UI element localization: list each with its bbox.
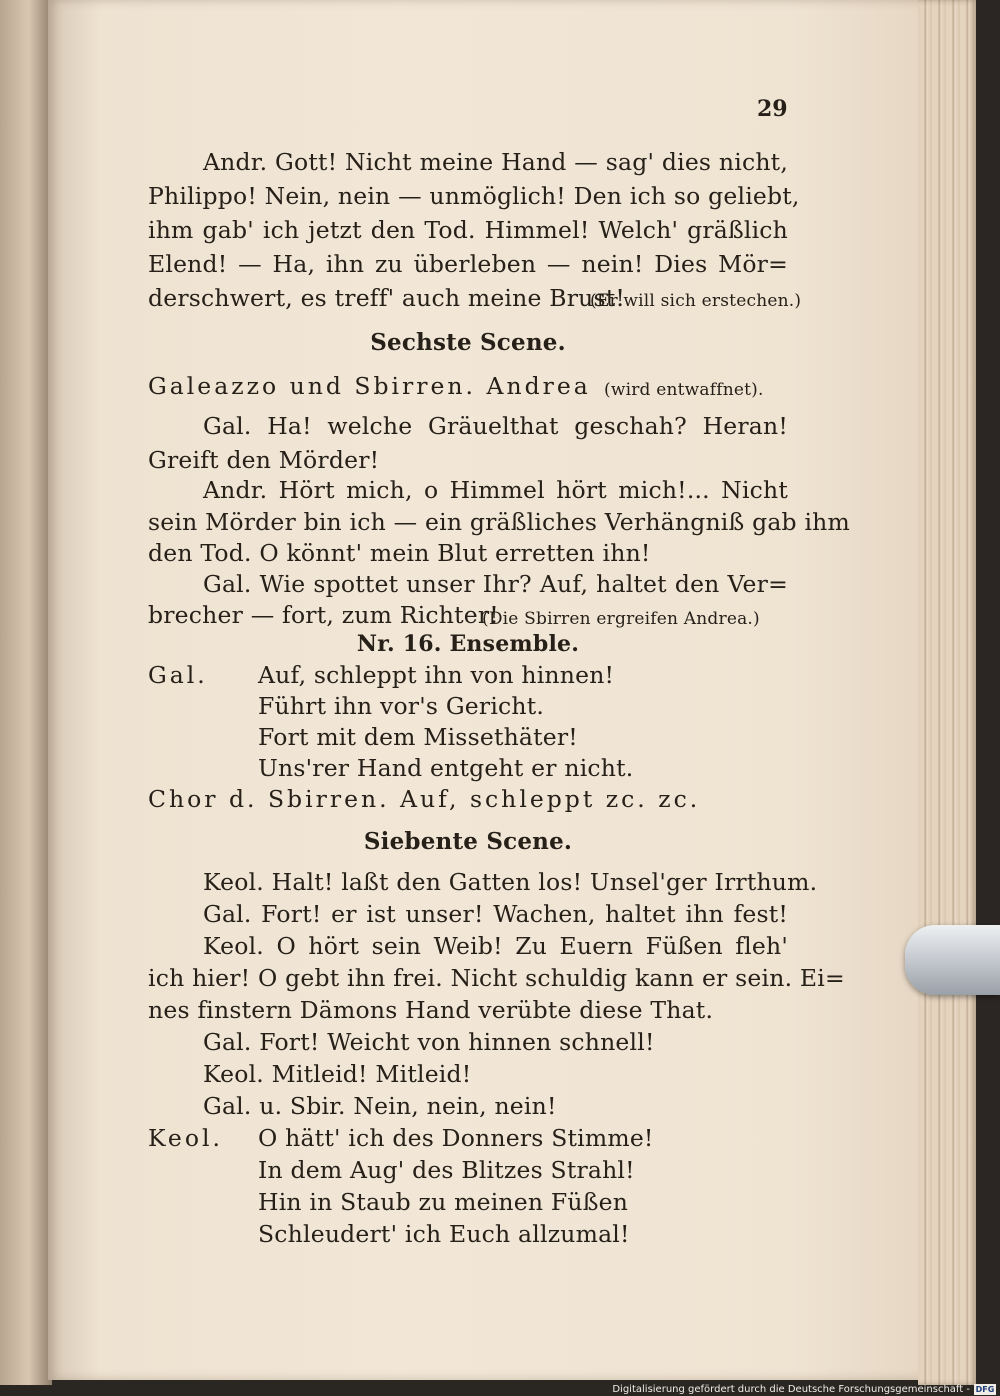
text-line: Keol. Halt! laßt den Gatten los! Unsel'ger Irrthum. — [203, 868, 818, 896]
verse-line: Schleudert' ich Euch allzumal! — [258, 1220, 630, 1248]
verse-line: Auf, schleppt ihn von hinnen! — [258, 661, 615, 689]
text-line: Gal. Fort! Weicht von hinnen schnell! — [203, 1028, 655, 1056]
text-line: derschwert, es treff' auch meine Brust! — [148, 284, 626, 312]
stage-direction: (Die Sbirren ergreifen Andrea.) — [482, 609, 760, 629]
verse-line: Hin in Staub zu meinen Füßen — [258, 1188, 629, 1216]
speaker-label: Keol. — [148, 1124, 223, 1152]
text-line: Andr. Gott! Nicht meine Hand — sag' dies nicht, — [203, 148, 788, 176]
text-line: Keol. Mitleid! Mitleid! — [203, 1060, 472, 1088]
dfg-logo: DFG — [975, 1385, 995, 1394]
text-line: Elend! — Ha, ihn zu überleben — nein! Dies Mör= — [148, 250, 788, 278]
text-line: Gal. Fort! er ist unser! Wachen, haltet ihn fest! — [203, 900, 788, 928]
verse-line: In dem Aug' des Blitzes Strahl! — [258, 1156, 635, 1184]
text-line: Andr. Hört mich, o Himmel hört mich!... Nicht — [203, 476, 788, 504]
digitization-credit: Digitalisierung gefördert durch die Deutsche Forschungsgemeinschaft - — [612, 1384, 970, 1395]
text-line: den Tod. O könnt' mein Blut erretten ihn! — [148, 539, 651, 567]
stage-direction: (wird entwaffnet). — [604, 380, 764, 400]
scene-heading: Sechste Scene. — [370, 329, 566, 356]
text-line: Gal. u. Sbir. Nein, nein, nein! — [203, 1092, 557, 1120]
text-line: Chor d. Sbirren. Auf, schleppt zc. zc. — [148, 785, 701, 813]
text-line: Greift den Mörder! — [148, 446, 380, 474]
scene-heading: Siebente Scene. — [363, 828, 573, 855]
text-line: Gal. Ha! welche Gräuelthat geschah? Heran! — [203, 412, 788, 440]
text-line: sein Mörder bin ich — ein gräßliches Verhängniß gab ihm — [148, 508, 850, 536]
stage-direction: (Er will sich erstechen.) — [590, 291, 802, 311]
text-line: brecher — fort, zum Richter! — [148, 601, 499, 629]
text-line: ich hier! O gebt ihn frei. Nicht schuldig kann er sein. Ei= — [148, 964, 845, 992]
verse-line: Uns'rer Hand entgeht er nicht. — [258, 754, 634, 782]
verse-line: Führt ihn vor's Gericht. — [258, 692, 545, 720]
speaker-label: Gal. — [148, 661, 208, 689]
number-heading: Nr. 16. Ensemble. — [356, 631, 580, 657]
page-number: 29 — [757, 96, 788, 122]
text-line: Keol. O hört sein Weib! Zu Euern Füßen fleh' — [203, 932, 788, 960]
text-line: nes finstern Dämons Hand verübte diese That. — [148, 996, 714, 1024]
text-line: Philippo! Nein, nein — unmöglich! Den ich so geliebt, — [148, 182, 800, 210]
verse-line: O hätt' ich des Donners Stimme! — [258, 1124, 654, 1152]
text-line: Galeazzo und Sbirren. Andrea — [148, 372, 591, 400]
text-line: Gal. Wie spottet unser Ihr? Auf, haltet den Ver= — [203, 570, 788, 598]
verse-line: Fort mit dem Missethäter! — [258, 723, 578, 751]
text-line: ihm gab' ich jetzt den Tod. Himmel! Welch' gräßlich — [148, 216, 788, 244]
